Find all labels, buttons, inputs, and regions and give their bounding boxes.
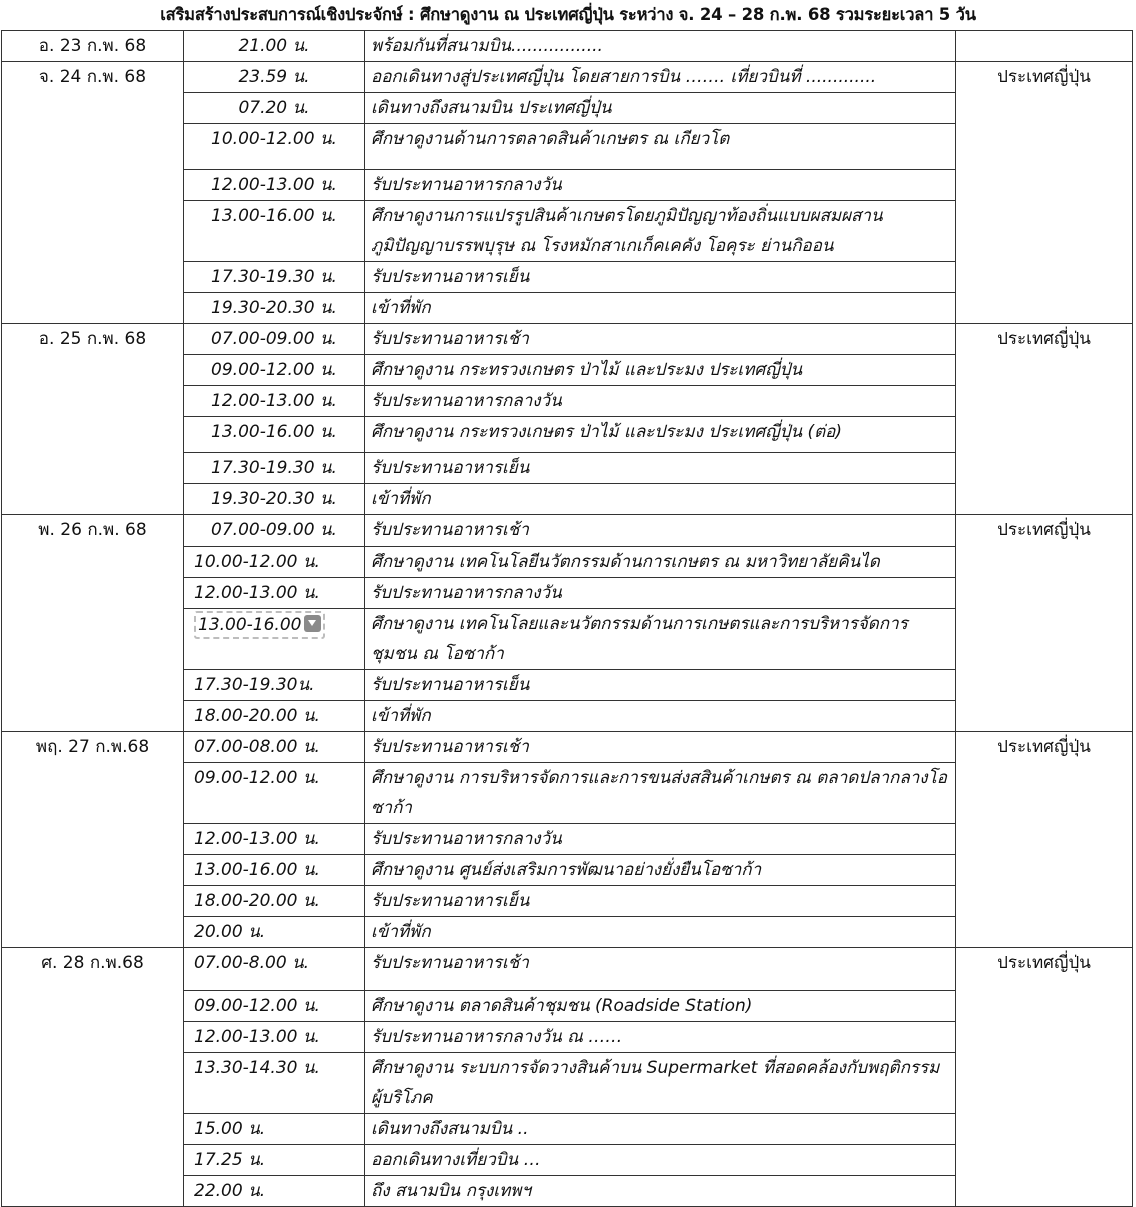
time-cell: 17.25 น. — [184, 1145, 365, 1176]
time-cell: 10.00-12.00 น. — [184, 124, 365, 170]
time-cell: 07.20 น. — [184, 93, 365, 124]
time-cell[interactable] — [184, 609, 365, 670]
day-date-cell: อ. 25 ก.พ. 68 — [2, 324, 184, 515]
time-cell: 10.00-12.00 น. — [184, 547, 365, 578]
activity-cell: รับประทานอาหารเช้า — [365, 515, 956, 547]
time-cell: 17.30-19.30 น. — [184, 262, 365, 293]
time-cell: 17.30-19.30น. — [184, 670, 365, 701]
activity-cell: เข้าที่พัก — [365, 917, 956, 948]
time-cell: 18.00-20.00 น. — [184, 701, 365, 732]
activity-cell: ศึกษาดูงาน การบริหารจัดการและการขนส่งสสินค้าเกษตร ณ ตลาดปลากลางโอซาก้า — [365, 763, 956, 824]
activity-cell: รับประทานอาหารเย็น — [365, 670, 956, 701]
document-title: เสริมสร้างประสบการณ์เชิงประจักษ์ : ศึกษาดูงาน ณ ประเทศญี่ปุ่น ระหว่าง จ. 24 – 28 ก.พ. 68 รวมระยะเวลา 5 วัน — [160, 5, 976, 24]
activity-cell: เดินทางถึงสนามบิน ประเทศญี่ปุ่น — [365, 93, 956, 124]
location-cell: ประเทศญี่ปุ่น — [956, 948, 1133, 1207]
time-cell-editor[interactable] — [194, 611, 325, 639]
time-cell: 13.00-16.00 น. — [184, 201, 365, 262]
time-cell: 12.00-13.00 น. — [184, 170, 365, 201]
time-cell: 13.00-16.00 น. — [184, 855, 365, 886]
activity-cell: ศึกษาดูงาน ระบบการจัดวางสินค้าบน Supermarket ที่สอดคล้องกับพฤติกรรมผู้บริโภค — [365, 1053, 956, 1114]
activity-cell: เข้าที่พัก — [365, 484, 956, 515]
day-date-cell: พ. 26 ก.พ. 68 — [2, 515, 184, 732]
day-date-cell: อ. 23 ก.พ. 68 — [2, 31, 184, 62]
time-cell: 21.00 น. — [184, 31, 365, 62]
time-cell: 15.00 น. — [184, 1114, 365, 1145]
schedule-row — [2, 31, 1133, 62]
day-date-cell: จ. 24 ก.พ. 68 — [2, 62, 184, 324]
time-cell: 09.00-12.00 น. — [184, 991, 365, 1022]
day-date-cell: ศ. 28 ก.พ.68 — [2, 948, 184, 1207]
time-cell: 19.30-20.30 น. — [184, 293, 365, 324]
schedule-row — [2, 732, 1133, 763]
schedule-table — [1, 30, 1133, 1207]
location-cell — [956, 31, 1133, 62]
activity-cell: ศึกษาดูงาน ตลาดสินค้าชุมชน (Roadside Station) — [365, 991, 956, 1022]
activity-cell: เข้าที่พัก — [365, 293, 956, 324]
chevron-down-icon[interactable] — [304, 615, 321, 632]
activity-cell: รับประทานอาหารเย็น — [365, 886, 956, 917]
time-cell: 07.00-8.00 น. — [184, 948, 365, 991]
activity-cell: ศึกษาดูงาน เทคโนโลยและนวัตกรรมด้านการเกษตรและการบริหารจัดการชุมชน ณ โอซาก้า — [365, 609, 956, 670]
time-cell: 07.00-08.00 น. — [184, 732, 365, 763]
schedule-body — [2, 31, 1133, 1207]
activity-cell: เข้าที่พัก — [365, 701, 956, 732]
activity-cell: ศึกษาดูงาน ศูนย์ส่งเสริมการพัฒนาอย่างยั่งยืนโอซาก้า — [365, 855, 956, 886]
time-cell: 07.00-09.00 น. — [184, 324, 365, 355]
activity-cell: รับประทานอาหารกลางวัน — [365, 824, 956, 855]
location-cell: ประเทศญี่ปุ่น — [956, 732, 1133, 948]
activity-cell: พร้อมกันที่สนามบิน................. — [365, 31, 956, 62]
activity-cell: ศึกษาดูงาน กระทรวงเกษตร ป่าไม้ และประมง ประเทศญี่ปุ่น (ต่อ) — [365, 417, 956, 453]
location-cell: ประเทศญี่ปุ่น — [956, 515, 1133, 732]
activity-cell: ศึกษาดูงาน กระทรวงเกษตร ป่าไม้ และประมง ประเทศญี่ปุ่น — [365, 355, 956, 386]
activity-cell: ถึง สนามบิน กรุงเทพฯ — [365, 1176, 956, 1207]
activity-cell: รับประทานอาหารเช้า — [365, 324, 956, 355]
time-cell: 20.00 น. — [184, 917, 365, 948]
time-cell: 19.30-20.30 น. — [184, 484, 365, 515]
location-cell: ประเทศญี่ปุ่น — [956, 62, 1133, 324]
activity-cell: ศึกษาดูงานการแปรรูปสินค้าเกษตรโดยภูมิปัญญาท้องถิ่นแบบผสมผสานภูมิปัญญาบรรพบุรุษ ณ โรงหมักสาเกเก็คเคคัง โอคุระ ย่านกิออน — [365, 201, 956, 262]
time-text: 13.00-16.00 — [198, 615, 302, 635]
location-cell: ประเทศญี่ปุ่น — [956, 324, 1133, 515]
schedule-row — [2, 62, 1133, 93]
time-cell: 12.00-13.00 น. — [184, 1022, 365, 1053]
activity-cell: รับประทานอาหารกลางวัน — [365, 578, 956, 609]
time-cell: 13.30-14.30 น. — [184, 1053, 365, 1114]
activity-cell: รับประทานอาหารเช้า — [365, 948, 956, 991]
time-cell: 09.00-12.00 น. — [184, 763, 365, 824]
time-cell: 12.00-13.00 น. — [184, 386, 365, 417]
activity-cell: ออกเดินทางสู่ประเทศญี่ปุ่น โดยสายการบิน ……. เที่ยวบินที่ ............. — [365, 62, 956, 93]
time-cell: 12.00-13.00 น. — [184, 578, 365, 609]
activity-cell: ศึกษาดูงาน เทคโนโลยีนวัตกรรมด้านการเกษตร ณ มหาวิทยาลัยคินได — [365, 547, 956, 578]
time-cell: 22.00 น. — [184, 1176, 365, 1207]
time-cell: 09.00-12.00 น. — [184, 355, 365, 386]
activity-cell: รับประทานอาหารเย็น — [365, 453, 956, 484]
schedule-row — [2, 515, 1133, 547]
time-cell: 23.59 น. — [184, 62, 365, 93]
activity-cell: รับประทานอาหารเย็น — [365, 262, 956, 293]
activity-cell: รับประทานอาหารกลางวัน ณ …… — [365, 1022, 956, 1053]
time-cell: 07.00-09.00 น. — [184, 515, 365, 547]
time-cell: 13.00-16.00 น. — [184, 417, 365, 453]
activity-cell: รับประทานอาหารกลางวัน — [365, 386, 956, 417]
schedule-row — [2, 324, 1133, 355]
day-date-cell: พฤ. 27 ก.พ.68 — [2, 732, 184, 948]
activity-cell: รับประทานอาหารกลางวัน — [365, 170, 956, 201]
schedule-row — [2, 948, 1133, 991]
activity-cell: ออกเดินทางเที่ยวบิน … — [365, 1145, 956, 1176]
activity-cell: รับประทานอาหารเช้า — [365, 732, 956, 763]
activity-cell: เดินทางถึงสนามบิน .. — [365, 1114, 956, 1145]
time-cell: 18.00-20.00 น. — [184, 886, 365, 917]
time-cell: 12.00-13.00 น. — [184, 824, 365, 855]
time-cell: 17.30-19.30 น. — [184, 453, 365, 484]
activity-cell: ศึกษาดูงานด้านการตลาดสินค้าเกษตร ณ เกียวโต — [365, 124, 956, 170]
